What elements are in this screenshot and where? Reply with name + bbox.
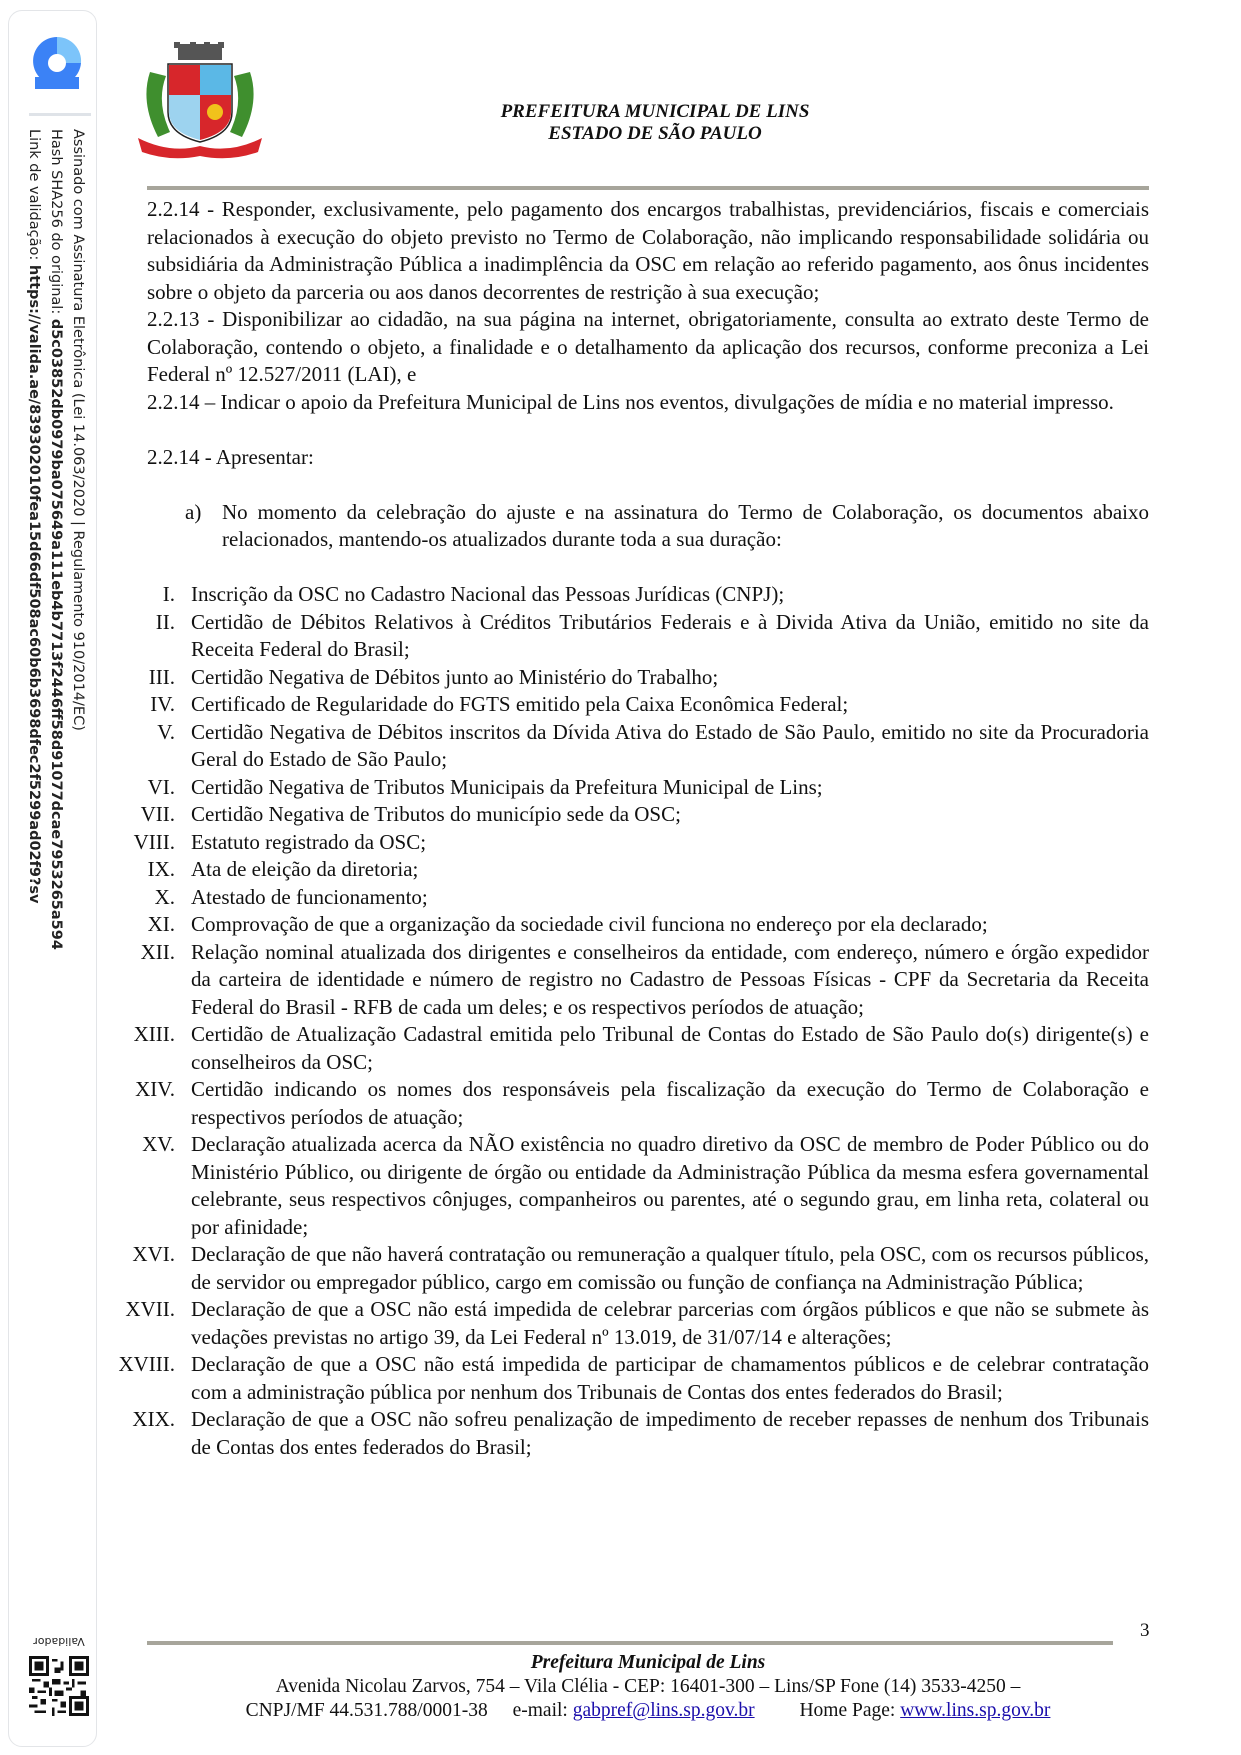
header-title-line-2: ESTADO DE SÃO PAULO	[548, 123, 762, 144]
page-number: 3	[1140, 1620, 1150, 1641]
list-item: III. Certidão Negativa de Débitos junto ao Ministério do Trabalho;	[148, 664, 719, 689]
list-item-a	[147, 499, 1149, 554]
footer-divider	[147, 1641, 1113, 1645]
document-body	[118, 196, 1149, 1461]
header-title	[330, 101, 980, 145]
list-item: XV. Declaração atualizada acerca da NÃO existência no quadro diretivo da OSC de membro de Poder Público ou do Ministério Público, ou dirigente de órgão ou entidade da Administração Pública da mesma esfera governamental celebrante, seus respectivos cônjuges, companheiros ou parentes, até o segundo grau, em linha reta, colateral ou por afinidade;	[142, 1132, 1149, 1239]
header-divider	[147, 186, 1149, 190]
list-item: VIII. Estatuto registrado da OSC;	[133, 829, 427, 854]
list-item: XVI. Declaração de que não haverá contratação ou remuneração a qualquer título, pela OSC, com os recursos públicos, de servidor ou empregador público, cargo em comissão ou função de confiança na Administração Pública;	[132, 1242, 1149, 1294]
qr-code-icon[interactable]	[29, 1656, 89, 1716]
list-item: XVIII. Declaração de que a OSC não está impedida de participar de chamamentos públicos e de celebrar contratação com a administração pública por nenhum dos Tribunais de Contas dos entes federados do Brasil;	[118, 1352, 1149, 1404]
clause-2-2-14-apresentar: 2.2.14 - Apresentar:	[147, 444, 314, 469]
signature-line-2: Hash SHA256 do original: d5c03852db0979ba075649a111eb4b7713f2446ff58d91077dcae7953265a594	[48, 129, 64, 950]
signature-text	[23, 129, 89, 950]
footer-cnpj: CNPJ/MF 44.531.788/0001-38	[245, 1700, 488, 1721]
footer-org: Prefeitura Municipal de Lins	[530, 1652, 766, 1673]
list-item-a-label: a)	[185, 499, 202, 524]
signature-divider	[29, 113, 91, 116]
document-requirements-list	[118, 581, 1149, 1461]
list-item: XIV. Certidão indicando os nomes dos responsáveis pela fiscalização da execução do Termo de Colaboração e respectivos períodos de atuação;	[135, 1077, 1149, 1129]
footer-homepage-link[interactable]: www.lins.sp.gov.br	[900, 1700, 1051, 1721]
hash-value: d5c03852db0979ba075649a111eb4b7713f2446ff58d91077dcae7953265a594	[48, 318, 64, 950]
clause-2-2-13-disponibilizar: 2.2.13 - Disponibilizar ao cidadão, na sua página na internet, obrigatoriamente, consulta ao extrato deste Termo de Colaboração, contendo o objeto, a finalidade e o detalhamento da aplicação dos recursos, conforme preconiza a Lei Federal nº 12.527/2011 (LAI), e	[147, 307, 1149, 386]
footer-address: Avenida Nicolau Zarvos, 754 – Vila Clélia - CEP: 16401-300 – Lins/SP Fone (14) 3533-4250 –	[275, 1676, 1021, 1697]
list-item: VII. Certidão Negativa de Tributos do município sede da OSC;	[140, 802, 681, 826]
footer-email-label: e-mail:	[512, 1700, 573, 1721]
list-item: I. Inscrição da OSC no Cadastro Nacional das Pessoas Jurídicas (CNPJ);	[162, 582, 785, 606]
header-title-line-1: PREFEITURA MUNICIPAL DE LINS	[500, 101, 810, 122]
list-item: XI. Comprovação de que a organização da sociedade civil funciona no endereço por ela declarado;	[147, 912, 988, 936]
footer-contact	[147, 1699, 1149, 1723]
list-item: IX. Ata de eleição da diretoria;	[147, 857, 419, 881]
clause-2-2-14-responder: 2.2.14 - Responder, exclusivamente, pelo pagamento dos encargos trabalhistas, previdenciários, fiscais e comerciais relacionados à execução do objeto previsto no Termo de Colaboração, não implicando responsabilidade solidária ou subsidiária da Administração Pública a inadimplência da OSC em relação ao referido pagamento, aos ônus incidentes sobre o objeto da parceria ou aos danos decorrentes de restrição à sua execução;	[147, 197, 1149, 304]
list-item: II. Certidão de Débitos Relativos à Créditos Tributários Federais e à Divida Ativa da União, emitido no site da Receita Federal do Brasil;	[155, 609, 1149, 661]
list-item: XIX. Declaração de que a OSC não sofreu penalização de impedimento de receber repasses de nenhum dos Tribunais de Contas dos entes federados do Brasil;	[132, 1407, 1149, 1459]
list-item: X. Atestado de funcionamento;	[154, 884, 428, 909]
list-item: V. Certidão Negativa de Débitos inscritos da Dívida Ativa do Estado de São Paulo, emitido no site da Procuradoria Geral do Estado de São Paulo;	[157, 719, 1149, 771]
footer	[147, 1651, 1149, 1723]
list-item-a-text: No momento da celebração do ajuste e na assinatura do Termo de Colaboração, os documentos abaixo relacionados, mantendo-os atualizados durante toda a sua duração:	[222, 499, 1149, 551]
clause-2-2-14-indicar: 2.2.14 – Indicar o apoio da Prefeitura Municipal de Lins nos eventos, divulgações de mídia e no material impresso.	[147, 389, 1114, 414]
signature-line-3: Link de validação: https://valida.ae/839302010fea15d66df508ac60b6b3698dfec2f5299ad02f9?sv	[26, 129, 42, 904]
list-item: IV. Certificado de Regularidade do FGTS emitido pela Caixa Econômica Federal;	[150, 692, 849, 716]
list-item: XVII. Declaração de que a OSC não está impedida de celebrar parcerias com órgãos públicos e que não se submete às vedações previstas no artigo 39, da Lei Federal nº 13.019, de 31/07/14 e alterações;	[125, 1297, 1149, 1349]
list-item: XII. Relação nominal atualizada dos dirigentes e conselheiros da entidade, com endereço, número e órgão expedidor da carteira de identidade e número de registro no Cadastro de Pessoas Físicas - CPF da Secretaria da Receita Federal do Brasil - RFB de cada um deles; e os respectivos períodos de atuação;	[140, 939, 1149, 1019]
qr-label: Validador	[33, 1635, 85, 1648]
validation-link[interactable]: https://valida.ae/839302010fea15d66df508ac60b6b3698dfec2f5299ad02f9?sv	[26, 264, 42, 904]
signature-sidebar	[8, 10, 97, 1747]
footer-homepage-label: Home Page:	[799, 1700, 901, 1721]
signature-logo-icon	[27, 33, 87, 93]
list-item: VI. Certidão Negativa de Tributos Municipais da Prefeitura Municipal de Lins;	[147, 774, 823, 799]
footer-email-link[interactable]: gabpref@lins.sp.gov.br	[572, 1700, 755, 1721]
list-item: XIII. Certidão de Atualização Cadastral emitida pelo Tribunal de Contas do Estado de São Paulo do(s) dirigente(s) e conselheiros da OSC;	[133, 1022, 1149, 1074]
signature-line-1: Assinado com Assinatura Eletrônica (Lei 14.063/2020 | Regulamento 910/2014/EC)	[70, 129, 86, 731]
municipal-crest-logo	[130, 42, 270, 160]
